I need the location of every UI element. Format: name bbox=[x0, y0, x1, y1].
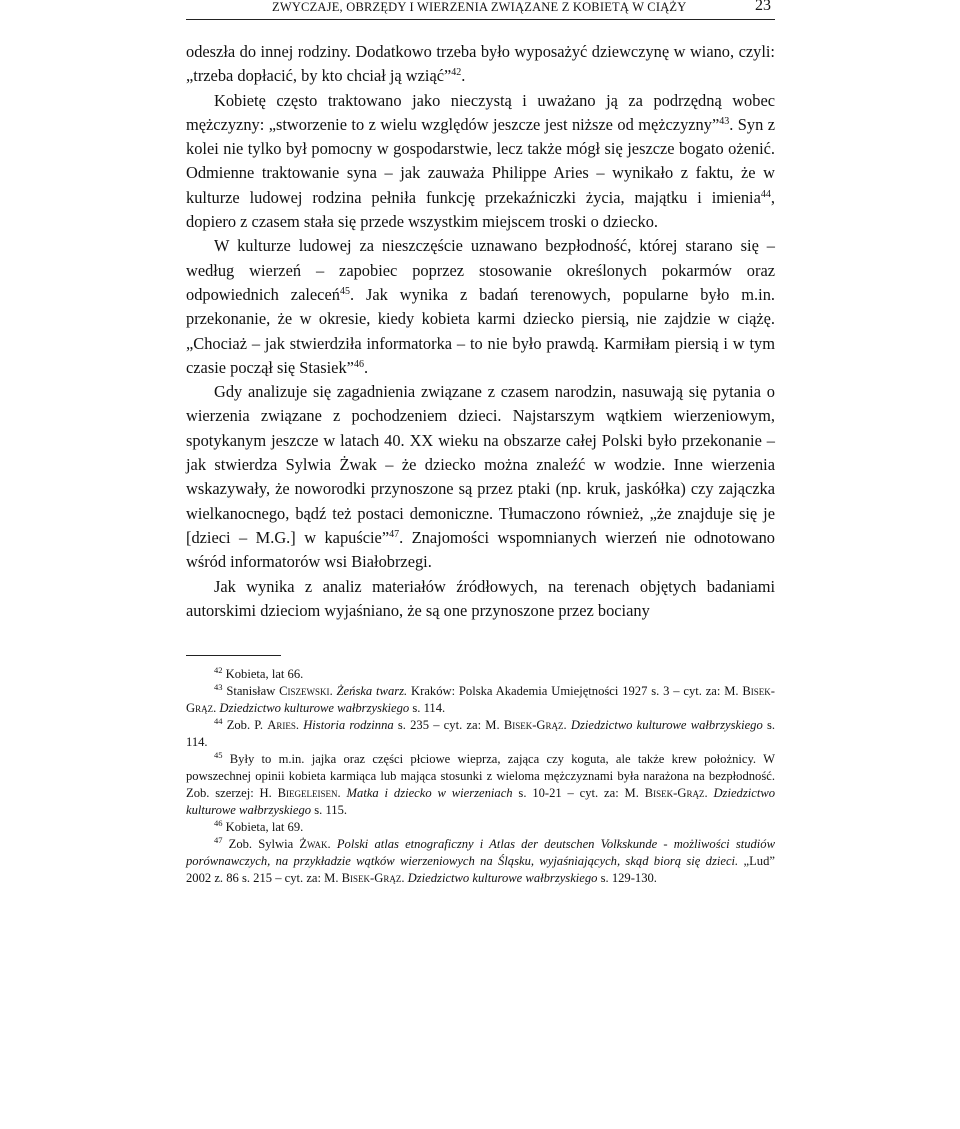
footnote-text: Były to m.in. jajka oraz części płciowe wieprza, zająca czy koguta, ale także krew położnicy. W powszechnej opinii kobieta karmiąca lub mająca stosunki z wieloma mężczyznami była narażona na bezpłodność. Zob. szerzej: H. bbox=[186, 752, 775, 800]
paragraph-text: Jak wynika z analiz materiałów źródłowych, na terenach objętych badaniami autorskimi dzieciom wyjaśniano, że są one przynoszone przez bociany bbox=[186, 576, 775, 620]
footnote-separator bbox=[186, 655, 281, 656]
footnote-text: . bbox=[337, 786, 347, 800]
footnote-text: . bbox=[327, 837, 337, 851]
running-title: ZWYCZAJE, OBRZĘDY I WIERZENIA ZWIĄZANE Z KOBIETĄ W CIĄŻY bbox=[272, 0, 687, 14]
author-name: Bisek-Grąz bbox=[503, 718, 564, 732]
author-name: Aries bbox=[267, 718, 296, 732]
page-number: 23 bbox=[755, 0, 771, 14]
footnote-45 bbox=[186, 751, 775, 819]
author-name: Bisek-Grąz bbox=[186, 684, 775, 715]
footnote-ref-46: 46 bbox=[353, 358, 364, 370]
paragraph-text: Kobietę często traktowano jako nieczystą i uważano ją za podrzędną wobec mężczyzny: „stworzenie to z wielu względów jeszcze jest niższe od mężczyzny” bbox=[186, 90, 775, 134]
footnote-text: Kobieta, lat 69. bbox=[225, 820, 304, 834]
footnote-text: . bbox=[213, 701, 220, 715]
footnote-number: 46 bbox=[214, 818, 223, 828]
footnote-text: Zob. P. bbox=[226, 718, 268, 732]
paragraph-3 bbox=[186, 234, 775, 380]
footnote-text: Kobieta, lat 66. bbox=[225, 667, 304, 681]
footnote-text: s. 235 – cyt. za: M. bbox=[393, 718, 504, 732]
footnote-text: s. 10-21 – cyt. za: M. bbox=[512, 786, 645, 800]
footnote-ref-42: 42 bbox=[451, 67, 462, 79]
footnote-number: 44 bbox=[214, 716, 223, 726]
footnote-43 bbox=[186, 683, 775, 717]
paragraph-text: . bbox=[461, 66, 466, 86]
paragraph-text: W kulturze ludowej za nieszczęście uznawano bezpłodność, której starano się – według wierzeń – zapobiec poprzez stosowanie określonych pokarmów oraz odpowiednich zaleceń bbox=[186, 236, 775, 304]
paragraph-text: odeszła do innej rodziny. Dodatkowo trzeba było wyposażyć dziewczynę w wiano, czyli: „trzeba dopłacić, by kto chciał ją wziąć” bbox=[186, 42, 775, 86]
footnote-ref-47: 47 bbox=[389, 528, 400, 540]
paragraph-text: . bbox=[363, 357, 369, 377]
footnote-text: . bbox=[329, 684, 337, 698]
work-title: Dziedzictwo kulturowe wałbrzyskiego bbox=[407, 871, 598, 885]
work-title: Dziedzictwo kulturowe wałbrzyskiego bbox=[570, 718, 763, 732]
footnote-text: „Lud” 2002 z. 86 s. 215 – cyt. za: M. bbox=[186, 854, 775, 885]
footnote-ref-43: 43 bbox=[719, 115, 730, 127]
paragraph-4 bbox=[186, 380, 775, 574]
footnote-number: 42 bbox=[214, 665, 223, 675]
author-name: Ciszewski bbox=[279, 684, 330, 698]
footnote-42 bbox=[186, 666, 775, 683]
footnote-text: Zob. Sylwia bbox=[228, 837, 300, 851]
footnotes bbox=[186, 666, 775, 887]
footnote-46 bbox=[186, 819, 775, 836]
footnote-number: 47 bbox=[214, 835, 223, 845]
author-name: Bisek-Grąz bbox=[644, 786, 705, 800]
paragraph-text: . Syn z kolei nie tylko był pomocny w gospodarstwie, lecz także mógł się jeszcze bogato ożenić. Odmienne traktowanie syna – jak zauważa Philippe Aries – wynikało z faktu, że w kulturze ludowej rodzina pełniła funkcję przekaźniczki życia, majątku i imienia bbox=[186, 114, 775, 207]
footnote-text: s. 114. bbox=[186, 718, 776, 749]
author-name: Bisek-Grąz bbox=[341, 871, 402, 885]
footnote-text: s. 115. bbox=[311, 803, 348, 817]
footnote-ref-45: 45 bbox=[339, 285, 350, 297]
footnote-text: . bbox=[563, 718, 571, 732]
work-title: Żeńska twarz. bbox=[336, 684, 408, 698]
paragraph-5 bbox=[186, 575, 775, 624]
paragraph-1 bbox=[186, 40, 775, 89]
paragraph-text: . Jak wynika z badań terenowych, popularne było m.in. przekonanie, że w okresie, kiedy kobieta karmi dziecko piersią, nie zajdzie w ciążę. „Chociaż – jak stwierdziła informatorka – to nie było prawdą. Karmiłam piersią i w tym czasie począł się Stasiek” bbox=[186, 284, 775, 377]
work-title: Dziedzictwo kulturowe wałbrzyskiego bbox=[219, 701, 410, 715]
footnote-text: . bbox=[401, 871, 408, 885]
work-title: Dziedzictwo kulturowe wałbrzyskiego bbox=[186, 786, 776, 817]
footnote-text: Kraków: Polska Akademia Umiejętności 1927 s. 3 – cyt. za: M. bbox=[407, 684, 743, 698]
footnote-44 bbox=[186, 717, 775, 751]
paragraph-text: , dopiero z czasem stała się przede wszystkim miejscem troski o dziecko. bbox=[186, 187, 775, 232]
author-name: Biegeleisen bbox=[277, 786, 338, 800]
work-title: Polski atlas etnograficzny i Atlas der deutschen Volkskunde - możliwości studiów porównawczych, na przykładzie wątków wierzeniowych na Śląsku, wyjaśniających, skąd biorą się dzieci. bbox=[186, 837, 776, 868]
work-title: Matka i dziecko w wierzeniach bbox=[346, 786, 513, 800]
footnote-text: Stanisław bbox=[226, 684, 280, 698]
footnote-text: s. 114. bbox=[409, 701, 446, 715]
footnote-text: . bbox=[704, 786, 714, 800]
work-title: Historia rodzinna bbox=[303, 718, 394, 732]
footnote-number: 43 bbox=[214, 682, 223, 692]
footnote-text: . bbox=[295, 718, 304, 732]
author-name: Żwak bbox=[299, 837, 328, 851]
paragraph-text: . Znajomości wspomnianych wierzeń nie odnotowano wśród informatorów wsi Białobrzegi. bbox=[186, 527, 775, 572]
footnote-number: 45 bbox=[214, 750, 223, 760]
body-text bbox=[186, 40, 775, 623]
paragraph-text: Gdy analizuje się zagadnienia związane z czasem narodzin, nasuwają się pytania o wierzenia związane z pochodzeniem dzieci. Najstarszym wątkiem wierzeniowym, spotykanym jeszcze w latach 40. XX wieku na obszarze całej Polski było przekonanie – jak stwierdza Sylwia Żwak – że dziecko można znaleźć w wodzie. Inne wierzenia wskazywały, że noworodki przynoszone są przez ptaki (np. kruk, jaskółka) czy zajączka wielkanocnego, bądź też postaci demoniczne. Tłumaczono również, „że znajduje się je [dzieci – M.G.] w kapuście” bbox=[186, 382, 775, 547]
paragraph-2 bbox=[186, 89, 775, 235]
running-header bbox=[186, 0, 775, 20]
footnote-text: s. 129-130. bbox=[597, 871, 657, 885]
footnote-ref-44: 44 bbox=[760, 188, 771, 200]
footnote-47 bbox=[186, 836, 775, 887]
